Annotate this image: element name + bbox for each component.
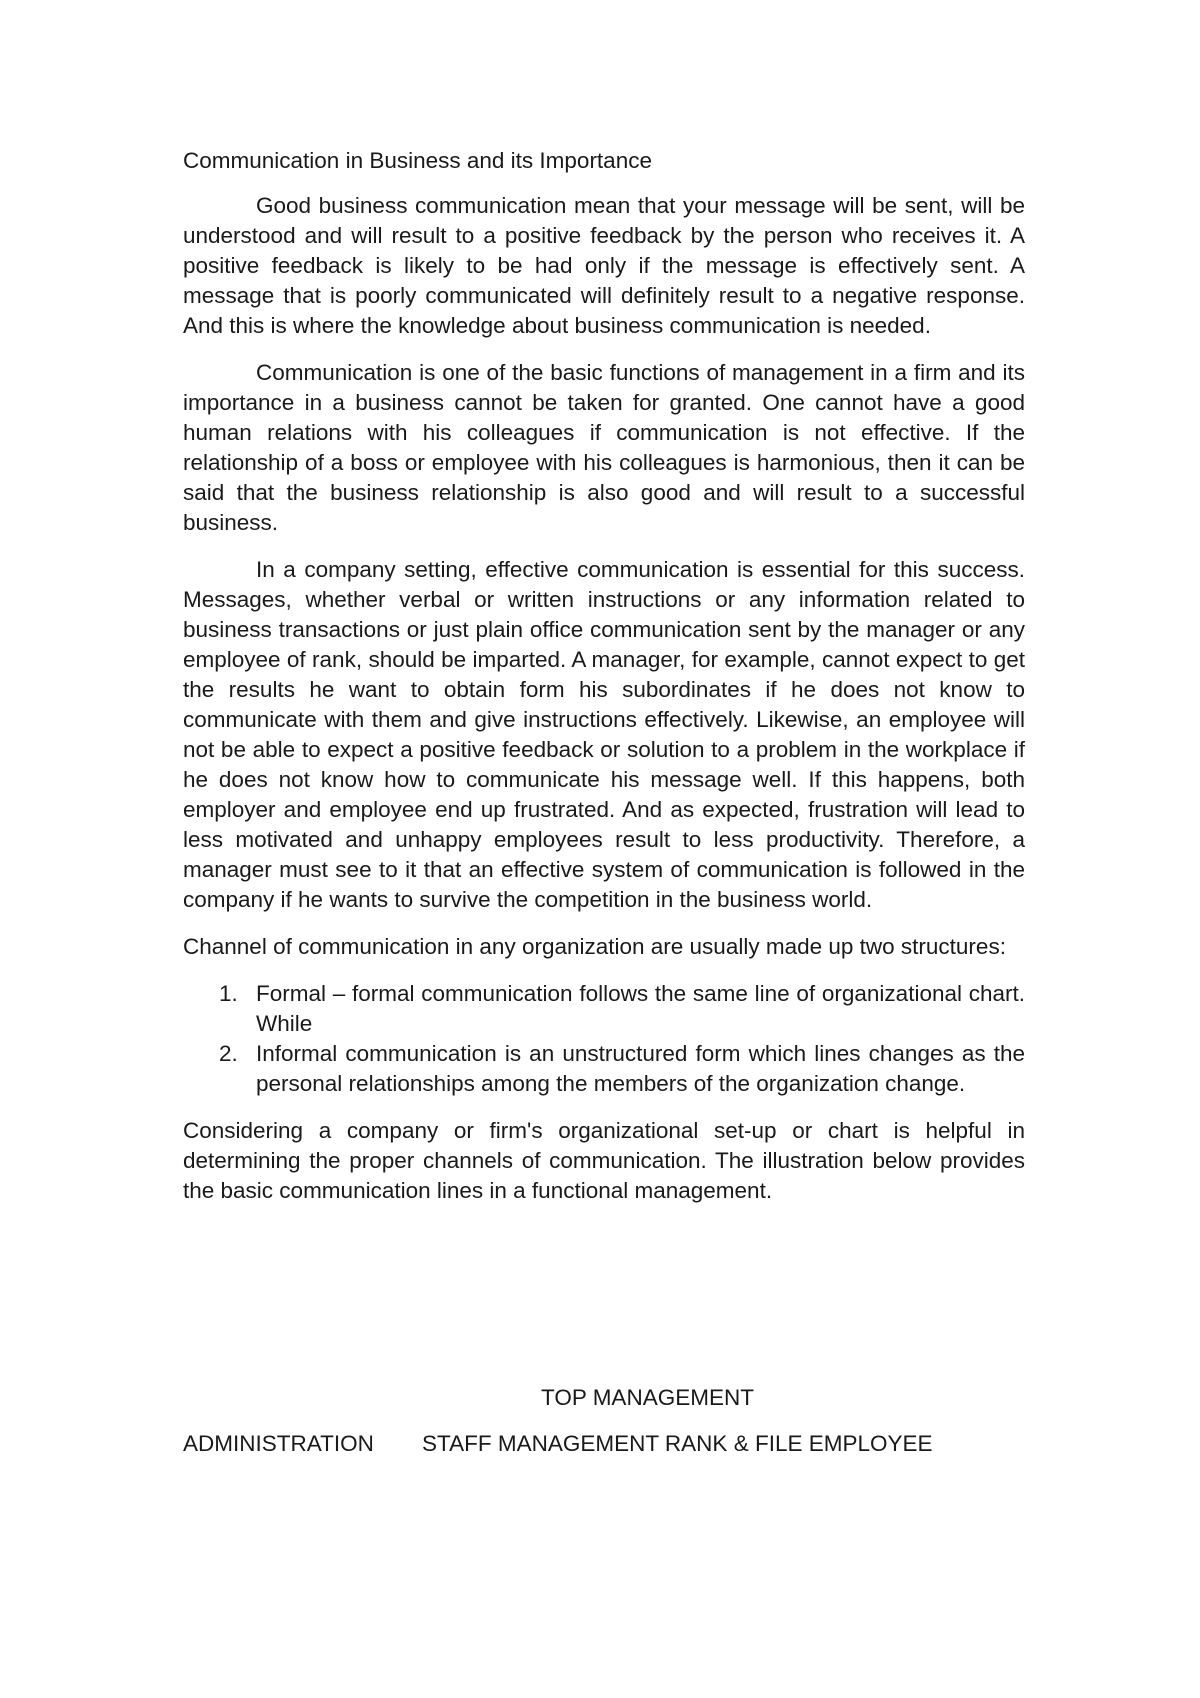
paragraph-company-setting: In a company setting, effective communication is essential for this success. Messages, whether verbal or written instructions or any information related to business transactions or just plain office communication sent by the manager or any employee of rank, should be imparted. A manager, for example, cannot expect to get the results he want to obtain form his subordinates if he does not know to communicate with them and give instructions effectively. Likewise, an employee will not be able to expect a positive feedback or solution to a problem in the workplace if he does not know how to communicate his message well. If this happens, both employer and employee end up frustrated. And as expected, frustration will lead to less motivated and unhappy employees result to less productivity. Therefore, a manager must see to it that an effective system of communication is followed in the company if he wants to survive the competition in the business world. <box>183 557 1025 912</box>
list-item-number: 1. <box>219 981 238 1006</box>
paragraph-channel-structures: Channel of communication in any organization are usually made up two structures: <box>183 934 1006 959</box>
document-body <box>183 146 1025 1223</box>
document-title: Communication in Business and its Importance <box>183 148 652 173</box>
list-item-number: 2. <box>219 1041 238 1066</box>
structure-list <box>183 979 1025 1099</box>
org-chart-staff-rank-file: STAFF MANAGEMENT RANK & FILE EMPLOYEE <box>422 1431 933 1456</box>
list-item-text: Formal – formal communication follows the same line of organizational chart. While <box>256 981 1025 1036</box>
list-item <box>183 979 1025 1039</box>
org-chart-top-management: TOP MANAGEMENT <box>541 1385 754 1410</box>
org-chart-administration: ADMINISTRATION <box>183 1431 374 1456</box>
paragraph-good-communication: Good business communication mean that your message will be sent, will be understood and will result to a positive feedback by the person who receives it. A positive feedback is likely to be had only if the message is effectively sent. A message that is poorly communicated will definitely result to a negative response. And this is where the knowledge about business communication is needed. <box>183 193 1025 338</box>
list-item <box>183 1039 1025 1099</box>
paragraph-basic-functions: Communication is one of the basic functions of management in a firm and its importance in a business cannot be taken for granted. One cannot have a good human relations with his colleagues if communication is not effective. If the relationship of a boss or employee with his colleagues is harmonious, then it can be said that the business relationship is also good and will result to a successful business. <box>183 360 1025 535</box>
paragraph-closing: Considering a company or firm's organizational set-up or chart is helpful in determining the proper channels of communication. The illustration below provides the basic communication lines in a functional management. <box>183 1118 1025 1203</box>
list-item-text: Informal communication is an unstructured form which lines changes as the personal relationships among the members of the organization change. <box>256 1041 1025 1096</box>
